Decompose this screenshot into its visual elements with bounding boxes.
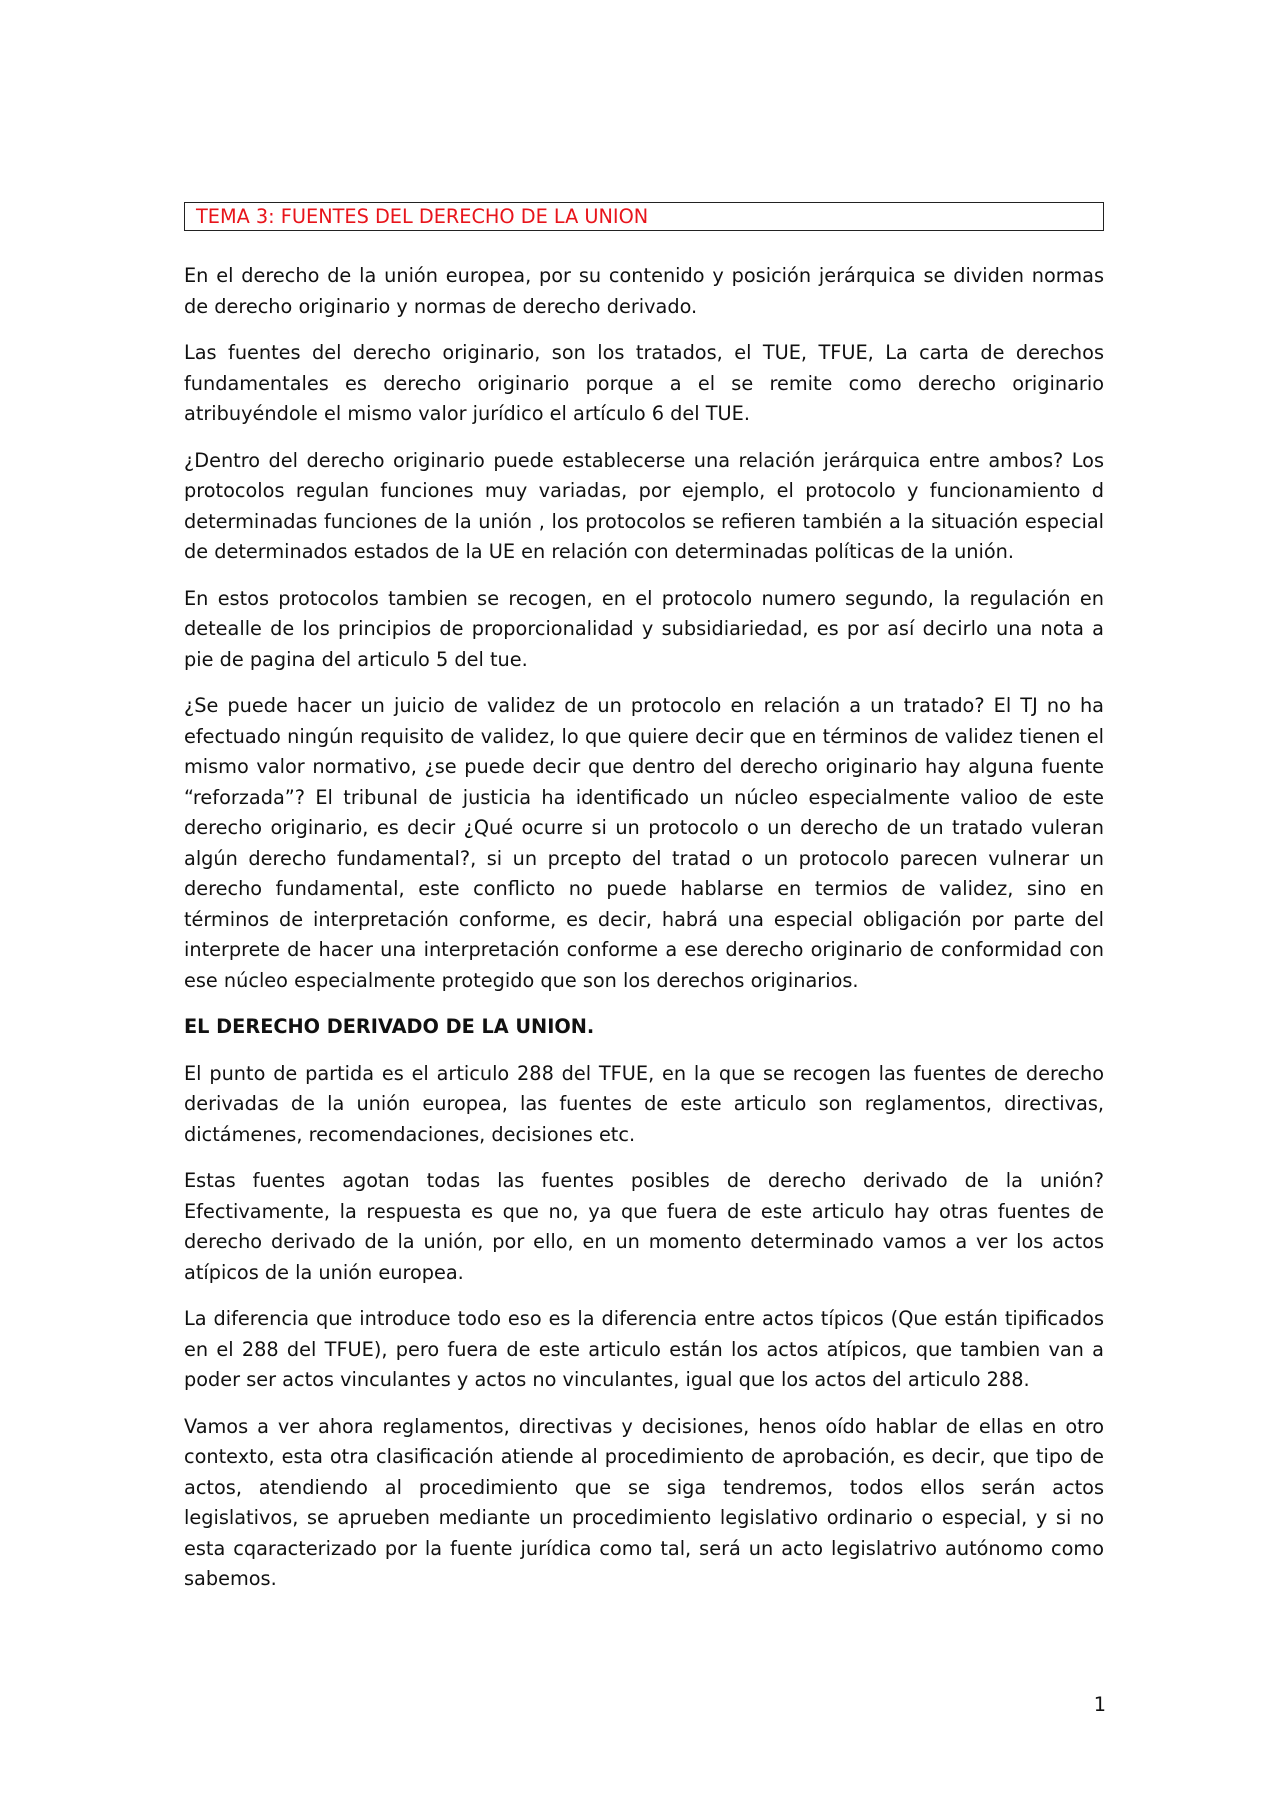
paragraph: El punto de partida es el articulo 288 del TFUE, en la que se recogen las fuentes de derecho derivadas de la unión europea, las fuentes de este articulo son reglamentos, directivas, dictámenes, recomendaciones, decisiones etc. bbox=[184, 1061, 1104, 1146]
paragraph: ¿Se puede hacer un juicio de validez de un protocolo en relación a un tratado? El TJ no ha efectuado ningún requisito de validez, lo que quiere decir que en términos de validez tienen el mismo valor normativo, ¿se puede decir que dentro del derecho originario hay alguna fuente “reforzada”? El tribunal de justicia ha identificado un núcleo especialmente valioo de este derecho originario, es decir ¿Qué ocurre si un protocolo o un derecho de un tratado vuleran algún derecho fundamental?, si un prcepto del tratad o un protocolo parecen vulnerar un derecho fundamental, este conflicto no puede hablarse en termios de validez, sino en términos de interpretación conforme, es decir, habrá una especial obligación por parte del interprete de hacer una interpretación conforme a ese derecho originario de conformidad con ese núcleo especialmente protegido que son los derechos originarios. bbox=[184, 694, 1104, 992]
paragraph: En estos protocolos tambien se recogen, en el protocolo numero segundo, la regulación en detealle de los principios de proporcionalidad y subsidiariedad, es por así decirlo una nota a pie de pagina del articulo 5 del tue. bbox=[184, 586, 1104, 671]
paragraph: ¿Dentro del derecho originario puede establecerse una relación jerárquica entre ambos? Los protocolos regulan funciones muy variadas, por ejemplo, el protocolo y funcionamiento d determinadas funciones de la unión , los protocolos se refieren también a la situación especial de determinados estados de la UE en relación con determinadas políticas de la unión. bbox=[184, 448, 1104, 563]
document-body bbox=[184, 202, 1104, 1611]
section-heading: EL DERECHO DERIVADO DE LA UNION. bbox=[184, 1015, 595, 1038]
paragraph: Estas fuentes agotan todas las fuentes posibles de derecho derivado de la unión? Efectivamente, la respuesta es que no, ya que fuera de este articulo hay otras fuentes de derecho derivado de la unión, por ello, en un momento determinado vamos a ver los actos atípicos de la unión europea. bbox=[184, 1169, 1104, 1284]
page-number: 1 bbox=[1093, 1693, 1106, 1716]
document-title: TEMA 3: FUENTES DEL DERECHO DE LA UNION bbox=[184, 202, 1104, 231]
paragraph: En el derecho de la unión europea, por su contenido y posición jerárquica se dividen normas de derecho originario y normas de derecho derivado. bbox=[184, 264, 1104, 318]
paragraph: Las fuentes del derecho originario, son los tratados, el TUE, TFUE, La carta de derechos fundamentales es derecho originario porque a el se remite como derecho originario atribuyéndole el mismo valor jurídico el artículo 6 del TUE. bbox=[184, 341, 1104, 425]
paragraph: Vamos a ver ahora reglamentos, directivas y decisiones, henos oído hablar de ellas en otro contexto, esta otra clasificación atiende al procedimiento de aprobación, es decir, que tipo de actos, atendiendo al procedimiento que se siga tendremos, todos ellos serán actos legislativos, se aprueben mediante un procedimiento legislativo ordinario o especial, y si no esta cqaracterizado por la fuente jurídica como tal, será un acto legislatrivo autónomo como sabemos. bbox=[184, 1414, 1104, 1590]
paragraph: La diferencia que introduce todo eso es la diferencia entre actos típicos (Que están tipificados en el 288 del TFUE), pero fuera de este articulo están los actos atípicos, que tambien van a poder ser actos vinculantes y actos no vinculantes, igual que los actos del articulo 288. bbox=[184, 1307, 1104, 1391]
